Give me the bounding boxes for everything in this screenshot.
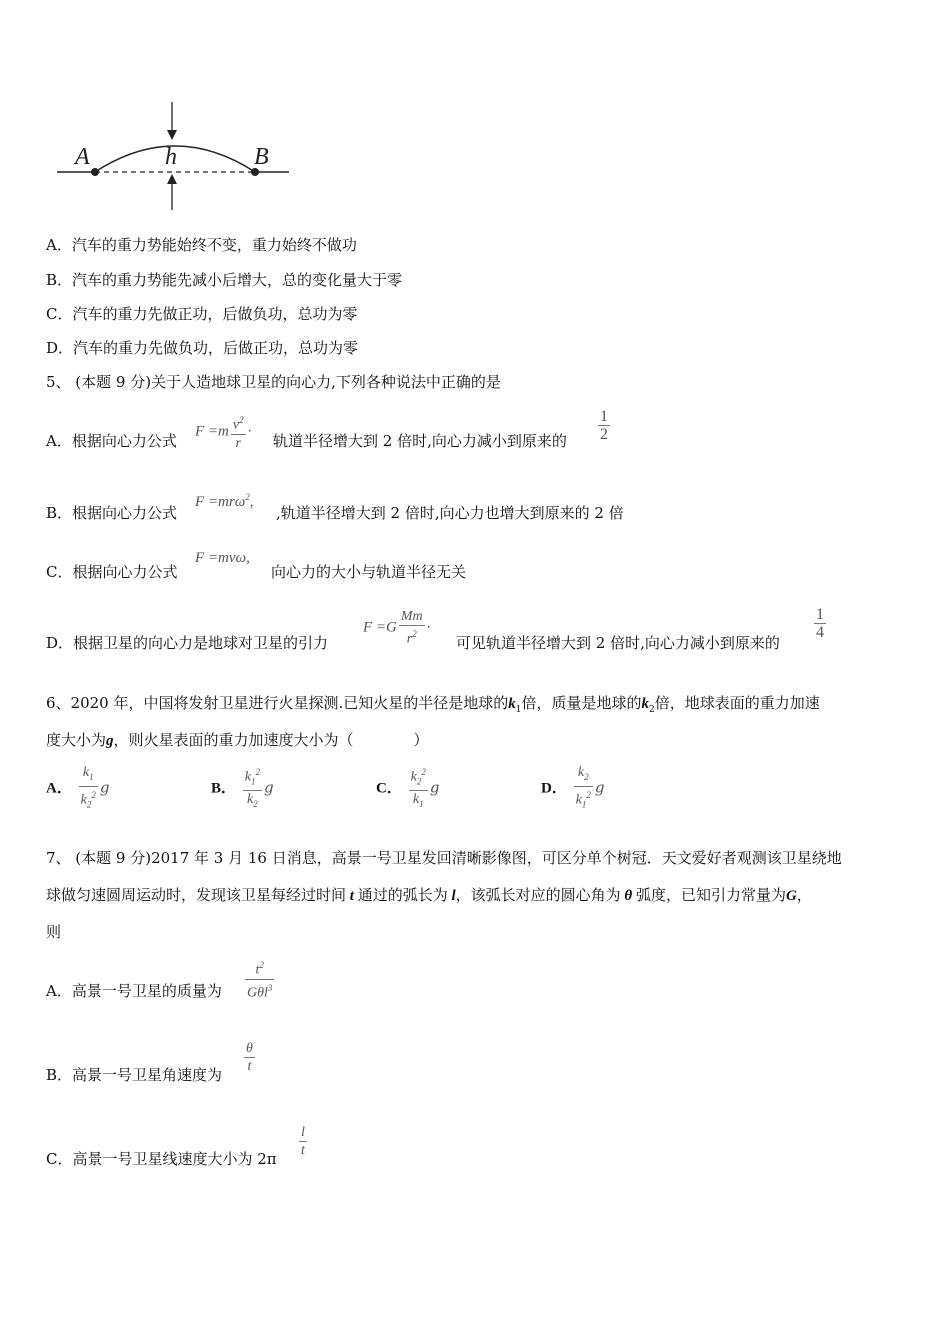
q5-d-suffix: 可见轨道半径增大到 2 倍时,向心力减小到原来的 [456, 634, 780, 652]
q6-line2-text: 度大小为 [46, 731, 107, 749]
label-h: h [165, 144, 177, 170]
arc-bridge-figure [55, 100, 295, 219]
q7-b-formula: $\frac{\theta}{t}$ [246, 1041, 253, 1074]
label-b: B [254, 144, 269, 170]
q7-option-b: B．高景一号卫星角速度为 [46, 1066, 223, 1084]
q4-option-b: B．汽车的重力势能先减小后增大，总的变化量大于零 [46, 271, 403, 289]
q5-option-a [46, 431, 177, 451]
q7-line2a: 球做匀速圆周运动时，发现该卫星每经过时间 [46, 886, 347, 904]
q6-line2-end: ，则火星表面的重力加速度大小为（ ） [113, 731, 429, 749]
q6-option-b: B． $\frac{k_1^2}{k_2}$ g [211, 764, 274, 813]
q6-line1-mid: 倍，质量是地球的 [521, 694, 642, 712]
q5-option-d [46, 633, 328, 653]
q5-a-prefix: A．根据向心力公式 [46, 432, 177, 450]
q7-line2c: ，该弧长对应的圆心角为 [455, 886, 621, 904]
q6-line1-end: 倍，地球表面的重力加速 [654, 694, 820, 712]
q6-option-d: D． $\frac{k_2}{k_1^2}$ g [541, 765, 605, 810]
q7-line3: 则 [46, 923, 62, 941]
q6-line1: 6、2020 年，中国将发射卫星进行火星探测.已知火星的半径是地球的$k_1$倍，质量是地球的$k_2$倍，地球表面的重力加速 [46, 694, 820, 715]
q5-b-formula: F =mrω$^2$, [195, 492, 254, 510]
q7-c-formula: $\frac{l}{t}$ [301, 1125, 305, 1158]
q6-option-a-label: A． [46, 780, 72, 797]
q5-d-formula: F =G $\frac{Mm}{r^2}$ · [363, 609, 431, 647]
point-a [91, 168, 99, 176]
q7-option-a: A．高景一号卫星的质量为 [46, 982, 222, 1000]
q6-line2: 度大小为g，则火星表面的重力加速度大小为（ ） [46, 731, 429, 749]
q5-d-fraction: $\frac{1}{4}$ [816, 606, 824, 641]
q6-option-b-label: B． [211, 780, 237, 797]
q7-line2: 球做匀速圆周运动时，发现该卫星每经过时间 t 通过的弧长为 l，该弧长对应的圆心角为 θ 弧度，已知引力常量为G， [46, 886, 812, 904]
q6-option-a: A． $\frac{k_1}{k_2^2}$ g [46, 765, 110, 810]
q5-option-c [46, 562, 177, 582]
q7-a-formula: $\frac{t^2}{G\theta l^3}$ [243, 957, 276, 1001]
q5-c-prefix: C．根据向心力公式 [46, 563, 178, 581]
q7-line2b: 通过的弧长为 [357, 886, 448, 904]
q4-option-c: C．汽车的重力先做正功，后做负功，总功为零 [46, 305, 358, 323]
q5-c-formula: F =mvω, [195, 550, 250, 566]
q6-option-d-label: D． [541, 780, 567, 797]
q7-line1: 7、 (本题 9 分)2017 年 3 月 16 日消息，高景一号卫星发回清晰影像图，可区分单个树冠．天文爱好者观测该卫星绕地 [46, 849, 842, 867]
q7-line2e: ， [796, 886, 812, 904]
q7-line2d: 弧度，已知引力常量为 [635, 886, 786, 904]
q4-option-d: D．汽车的重力先做负功，后做正功，总功为零 [46, 339, 359, 357]
q6-option-c-label: C． [376, 780, 402, 797]
q5-a-formula: F =m $\frac{v^2}{r}$ · [195, 412, 251, 452]
q4-option-a: A．汽车的重力势能始终不变，重力始终不做功 [46, 236, 357, 254]
q5-a-suffix: 轨道半径增大到 2 倍时,向心力减小到原来的 [273, 432, 567, 450]
q5-b-suffix: ,轨道半径增大到 2 倍时,向心力也增大到原来的 2 倍 [276, 504, 624, 522]
q5-stem: 5、 (本题 9 分)关于人造地球卫星的向心力,下列各种说法中正确的是 [46, 373, 501, 391]
q5-b-prefix: B．根据向心力公式 [46, 504, 178, 522]
q7-option-c: C．高景一号卫星线速度大小为 2π [46, 1150, 277, 1168]
q5-c-suffix: 向心力的大小与轨道半径无关 [271, 563, 467, 581]
q5-d-prefix: D．根据卫星的向心力是地球对卫星的引力 [46, 634, 329, 652]
q5-option-b [46, 503, 177, 523]
arc-diagram [55, 100, 295, 215]
q6-option-c: C． $\frac{k_2^2}{k_1}$ g [376, 764, 439, 813]
q6-line1-text: 6、2020 年，中国将发射卫星进行火星探测.已知火星的半径是地球的 [46, 694, 509, 712]
label-a: A [75, 144, 90, 170]
q5-a-fraction: $\frac{1}{2}$ [600, 408, 608, 443]
